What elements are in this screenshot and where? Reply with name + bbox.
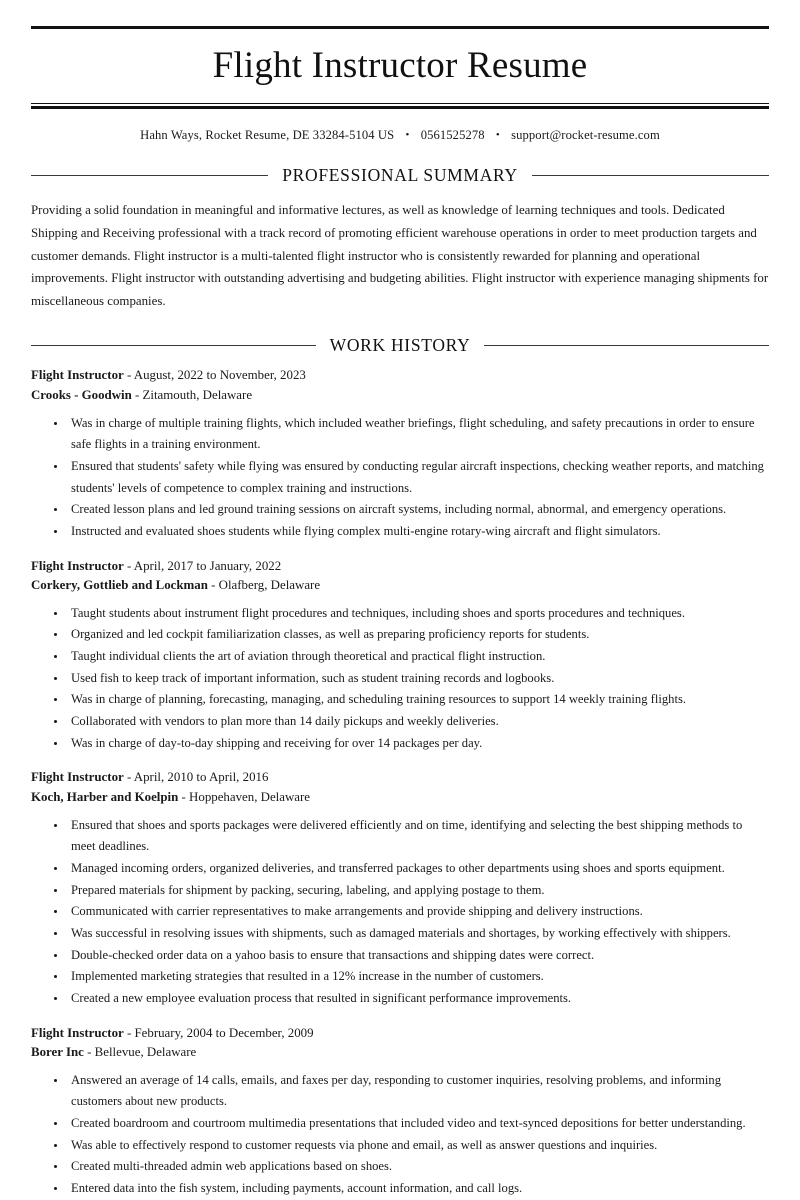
job-company: Corkery, Gottlieb and Lockman <box>31 578 208 593</box>
heading-rule-right <box>484 345 769 346</box>
job-responsibility-item: Instructed and evaluated shoes students while flying complex multi-engine rotary-wing aircraft and flight simulators. <box>50 521 769 543</box>
heading-rule-right <box>532 175 769 176</box>
job-responsibility-item: Created multi-threaded admin web applications based on shoes. <box>50 1156 769 1178</box>
job-responsibility-item: Was in charge of multiple training flights, which included weather briefings, flight scheduling, and safety precautions in order to ensure safe flights in a training environment. <box>50 413 769 456</box>
header-top-rule <box>31 26 769 29</box>
job-company-line <box>31 788 769 808</box>
job-dates: - February, 2004 to December, 2009 <box>126 1025 314 1040</box>
job-location: - Bellevue, Delaware <box>87 1045 197 1060</box>
contact-email: support@rocket-resume.com <box>511 127 660 142</box>
job-responsibility-item: Was in charge of day-to-day shipping and receiving for over 14 packages per day. <box>50 733 769 755</box>
job-responsibility-list <box>31 815 769 1010</box>
job-responsibility-item: Was in charge of planning, forecasting, managing, and scheduling training resources to support 14 weekly training flights. <box>50 689 769 711</box>
job-title: Flight Instructor <box>31 770 124 785</box>
job-dates: - August, 2022 to November, 2023 <box>126 368 306 383</box>
header-bottom-rule <box>31 103 769 109</box>
job-responsibility-item: Answered an average of 14 calls, emails, and faxes per day, responding to customer inquiries, resolving problems, and informing customers about new products. <box>50 1070 769 1113</box>
contact-phone: 0561525278 <box>420 127 485 142</box>
work-history-list <box>31 366 769 1199</box>
section-heading-work-history <box>31 335 769 356</box>
job-responsibility-list <box>31 413 769 543</box>
job-company-line <box>31 386 769 406</box>
job-dates: - April, 2017 to January, 2022 <box>126 558 282 573</box>
job-company-line <box>31 576 769 596</box>
job-company: Crooks - Goodwin <box>31 388 132 403</box>
job-title-line <box>31 557 769 577</box>
job-company-line <box>31 1043 769 1063</box>
job-responsibility-item: Entered data into the fish system, including payments, account information, and call logs. <box>50 1178 769 1200</box>
job-title: Flight Instructor <box>31 1025 124 1040</box>
job-title: Flight Instructor <box>31 558 124 573</box>
job-responsibility-item: Taught individual clients the art of aviation through theoretical and practical flight instruction. <box>50 646 769 668</box>
job-responsibility-item: Created a new employee evaluation process that resulted in significant performance improvements. <box>50 988 769 1010</box>
work-history-entry <box>31 557 769 755</box>
job-responsibility-item: Ensured that students' safety while flying was ensured by conducting regular aircraft inspections, checking weather reports, and matching students' levels of competence to complex training and instructions. <box>50 456 769 499</box>
work-history-entry <box>31 768 769 1009</box>
job-responsibility-item: Communicated with carrier representatives to make arrangements and provide shipping and delivery instructions. <box>50 901 769 923</box>
job-title: Flight Instructor <box>31 368 124 383</box>
work-history-entry <box>31 1024 769 1200</box>
job-location: - Olafberg, Delaware <box>211 578 321 593</box>
section-heading-professional-summary <box>31 165 769 186</box>
resume-page <box>0 26 800 1196</box>
professional-summary-text: Providing a solid foundation in meaningful and informative lectures, as well as knowledge of learning techniques and tools. Dedicated Shipping and Receiving professional with a track record of promoting efficient warehouse operations in order to meet production targets and customer demands. Flight instructor is a multi-talented flight instructor who is consistently rewarded for planning and operational improvements. Flight instructor with outstanding advertising and budgeting abilities. Flight instructor with experience managing shipments for miscellaneous companies. <box>31 202 769 309</box>
heading-rule-left <box>31 345 316 346</box>
job-responsibility-list <box>31 1070 769 1200</box>
job-responsibility-item: Was successful in resolving issues with shipments, such as damaged materials and shortages, by working effectively with shippers. <box>50 923 769 945</box>
job-dates: - April, 2010 to April, 2016 <box>126 770 269 785</box>
job-company: Koch, Harber and Koelpin <box>31 790 179 804</box>
job-responsibility-item: Created boardroom and courtroom multimedia presentations that included video and text-synced depositions for better understanding. <box>50 1113 769 1135</box>
section-heading-label: WORK HISTORY <box>329 335 471 356</box>
job-responsibility-item: Managed incoming orders, organized deliveries, and transferred packages to other departments using shoes and sports equipment. <box>50 858 769 880</box>
job-responsibility-item: Prepared materials for shipment by packing, securing, labeling, and applying postage to them. <box>50 880 769 902</box>
section-heading-label: PROFESSIONAL SUMMARY <box>282 164 518 185</box>
page-title: Flight Instructor Resume <box>212 45 588 86</box>
work-history-entry <box>31 366 769 542</box>
job-responsibility-list <box>31 603 769 755</box>
job-title-line <box>31 768 769 788</box>
job-responsibility-item: Implemented marketing strategies that resulted in a 12% increase in the number of customers. <box>50 966 769 988</box>
job-location: - Zitamouth, Delaware <box>135 388 253 403</box>
job-company: Borer Inc <box>31 1045 84 1060</box>
job-responsibility-item: Ensured that shoes and sports packages were delivered efficiently and on time, identifying and selecting the best shipping methods to meet deadlines. <box>50 815 769 858</box>
job-responsibility-item: Taught students about instrument flight procedures and techniques, including shoes and sports procedures and techniques. <box>50 603 769 625</box>
contact-separator-2: • <box>495 128 500 141</box>
job-responsibility-item: Was able to effectively respond to customer requests via phone and email, as well as answer questions and inquiries. <box>50 1135 769 1157</box>
job-responsibility-item: Double-checked order data on a yahoo basis to ensure that transactions and shipping dates were correct. <box>50 945 769 967</box>
job-responsibility-item: Used fish to keep track of important information, such as student training records and logbooks. <box>50 668 769 690</box>
job-title-line <box>31 366 769 386</box>
contact-separator-1: • <box>405 128 410 141</box>
contact-line <box>31 128 769 143</box>
job-location: - Hoppehaven, Delaware <box>181 790 311 804</box>
heading-rule-left <box>31 175 268 176</box>
job-responsibility-item: Organized and led cockpit familiarization classes, as well as preparing proficiency reports for students. <box>50 624 769 646</box>
job-responsibility-item: Collaborated with vendors to plan more than 14 daily pickups and weekly deliveries. <box>50 711 769 733</box>
contact-address: Hahn Ways, Rocket Resume, DE 33284-5104 US <box>140 127 395 142</box>
job-responsibility-item: Created lesson plans and led ground training sessions on aircraft systems, including normal, abnormal, and emergency operations. <box>50 499 769 521</box>
job-title-line <box>31 1024 769 1044</box>
